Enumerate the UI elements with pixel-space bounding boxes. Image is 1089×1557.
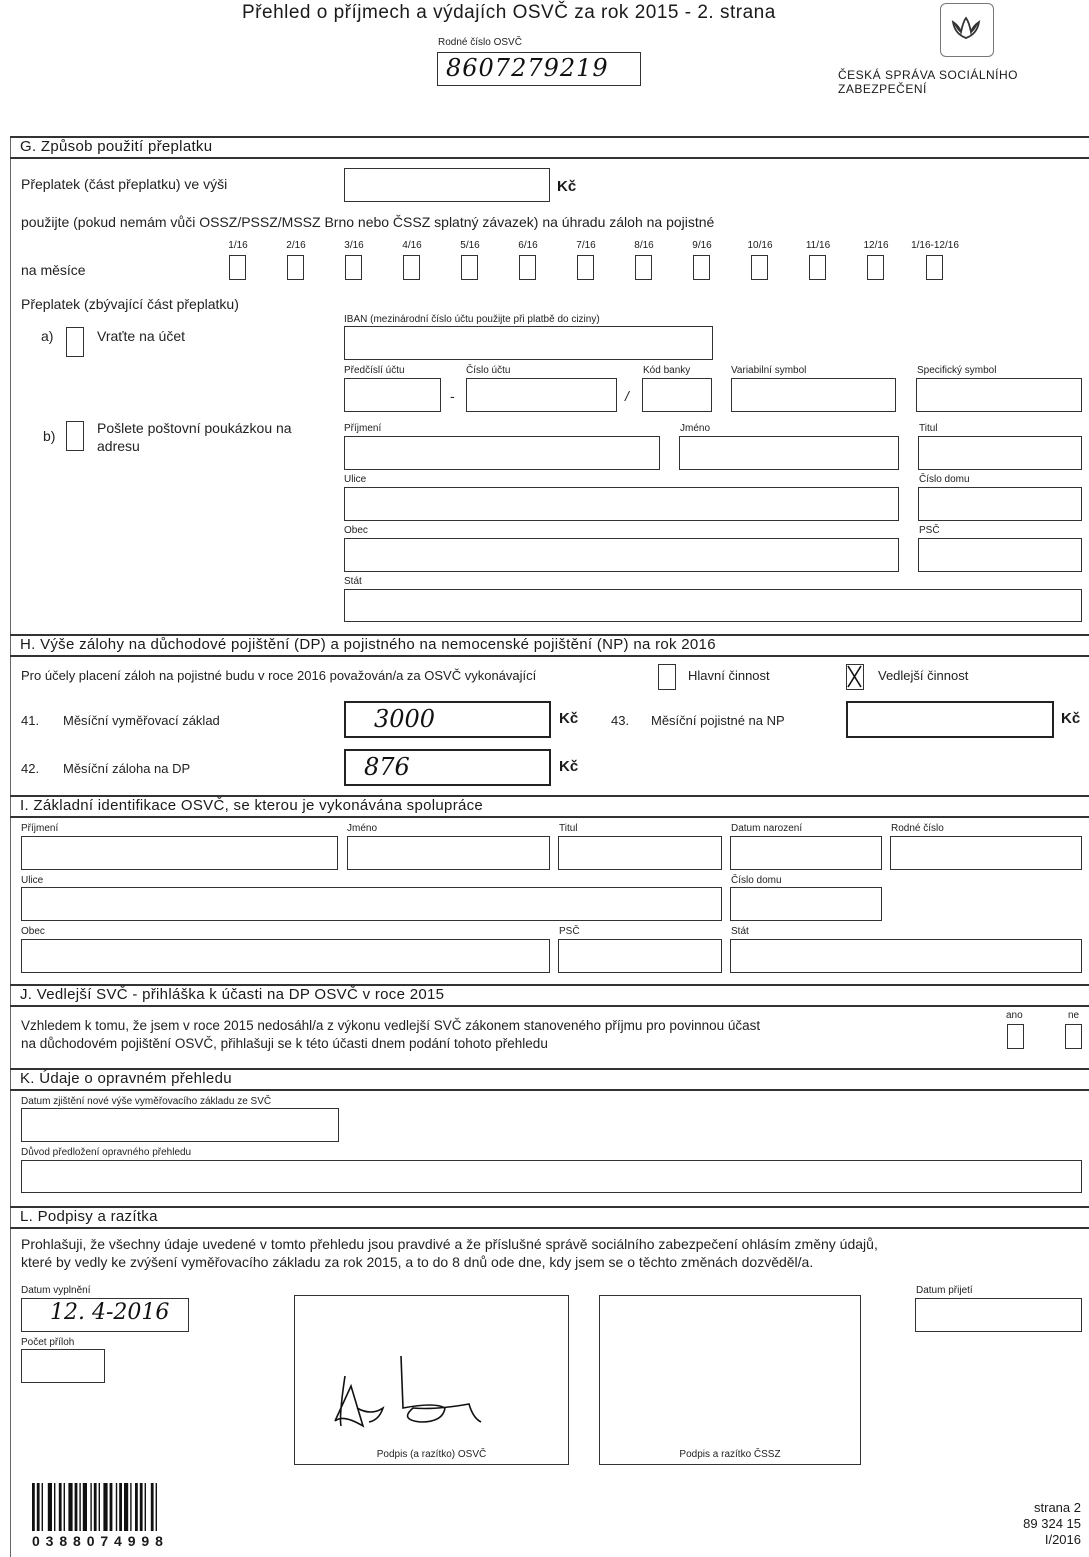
iban-label: IBAN (mezinárodní číslo účtu použijte při platbě do ciziny): [344, 314, 600, 325]
month-checkbox-1[interactable]: [229, 255, 246, 280]
specificky-input[interactable]: [916, 378, 1082, 412]
barcode-bar: [68, 1483, 72, 1531]
barcode-bar: [54, 1483, 55, 1531]
predcisli-label: Předčíslí účtu: [344, 365, 405, 376]
barcode-bar: [79, 1483, 80, 1531]
i-prijmeni-input[interactable]: [21, 836, 338, 870]
stat-input[interactable]: [344, 589, 1082, 622]
ne-label: ne: [1068, 1010, 1080, 1021]
dash: -: [450, 388, 455, 404]
barcode-bar: [130, 1483, 131, 1531]
i-prijmeni-label: Příjmení: [21, 823, 59, 834]
month-checkbox-9[interactable]: [693, 255, 710, 280]
cislo-domu-label: Číslo domu: [919, 474, 970, 485]
rodne-cislo-label: Rodné číslo OSVČ: [438, 37, 522, 48]
rodne-cislo-value: 8607279219: [446, 54, 609, 82]
month-checkbox-2[interactable]: [287, 255, 304, 280]
month-checkbox-3[interactable]: [345, 255, 362, 280]
pocet-priloh-input[interactable]: [21, 1349, 105, 1383]
declaration-line2: které by vedly ke zvýšení vyměřovacího základu za rok 2015, a to do 8 dnů ode dne, kdy jsem se o těchto změnách dozvěděl/a.: [21, 1254, 814, 1270]
j-text-line2: na důchodovém pojištění OSVČ, přihlašuji se k této účasti dnem podání tohoto přehledu: [21, 1036, 548, 1051]
form-version: I/2016: [1044, 1532, 1081, 1547]
hlavni-checkbox[interactable]: [658, 664, 676, 690]
month-checkbox-all[interactable]: [926, 255, 943, 280]
form-title: Přehled o příjmech a výdajích OSVČ za rok 2015 - 2. strana: [242, 2, 776, 23]
k-datum-input[interactable]: [21, 1108, 339, 1142]
month-checkbox-7[interactable]: [577, 255, 594, 280]
rodne-cislo-field[interactable]: [437, 52, 641, 86]
datum-vyplneni-input[interactable]: [21, 1298, 189, 1332]
tulip-logo-icon: [940, 3, 994, 57]
row43-label: Měsíční pojistné na NP: [651, 713, 785, 728]
month-checkbox-11[interactable]: [809, 255, 826, 280]
jmeno-input[interactable]: [679, 436, 899, 470]
left-border: [10, 136, 11, 1557]
zaloha-dp-input[interactable]: [344, 749, 551, 786]
row41-number: 41.: [21, 713, 40, 728]
agency-name: ČESKÁ SPRÁVA SOCIÁLNÍHO ZABEZPEČENÍ: [838, 68, 1018, 96]
section-i-heading: I. Základní identifikace OSVČ, se kterou je vykonávána spolupráce: [10, 795, 1089, 818]
hlavni-label: Hlavní činnost: [688, 668, 770, 683]
kod-banky-label: Kód banky: [643, 365, 691, 376]
specificky-label: Specifický symbol: [917, 365, 997, 376]
section-h-heading: H. Výše zálohy na důchodové pojištění (DP) a pojistného na nemocenské pojištění (NP) na rok 2016: [10, 634, 1089, 657]
cislo-domu-input[interactable]: [918, 487, 1082, 521]
row41-currency: Kč: [559, 710, 579, 727]
month-label: 5/16: [460, 240, 480, 251]
obec-label: Obec: [344, 525, 368, 536]
option-b-label-2: adresu: [97, 438, 140, 454]
barcode-bar: [42, 1483, 43, 1531]
kod-banky-input[interactable]: [642, 378, 712, 412]
cislo-uctu-label: Číslo účtu: [466, 365, 511, 376]
signature-osvc-box[interactable]: [294, 1295, 569, 1465]
month-label: 6/16: [518, 240, 538, 251]
k-duvod-input[interactable]: [21, 1160, 1082, 1193]
barcode-bar: [32, 1483, 35, 1531]
i-jmeno-input[interactable]: [347, 836, 550, 870]
row41-label: Měsíční vyměřovací základ: [63, 713, 220, 728]
ano-checkbox[interactable]: [1007, 1024, 1024, 1049]
cislo-uctu-input[interactable]: [466, 378, 617, 412]
month-checkbox-5[interactable]: [461, 255, 478, 280]
predcisli-input[interactable]: [344, 378, 441, 412]
option-a-letter: a): [41, 328, 54, 344]
option-a-checkbox[interactable]: [66, 327, 84, 357]
months-label: na měsíce: [21, 262, 86, 278]
prijmeni-input[interactable]: [344, 436, 660, 470]
month-label: 7/16: [576, 240, 596, 251]
barcode-bar: [94, 1483, 97, 1531]
overpayment-label: Přeplatek (část přeplatku) ve výši: [21, 176, 228, 192]
overpayment-input[interactable]: [344, 168, 550, 202]
month-label: 11/16: [805, 240, 831, 251]
vymerovaci-zaklad-input[interactable]: [344, 701, 551, 738]
remaining-label: Přeplatek (zbývající část přeplatku): [21, 296, 239, 312]
month-label: 10/16: [747, 240, 773, 251]
j-text-line1: Vzhledem k tomu, že jsem v roce 2015 nedosáhl/a z výkonu vedlejší SVČ zákonem stanoveného příjmu pro povinnou účast: [21, 1018, 761, 1033]
variabilni-label: Variabilní symbol: [731, 365, 807, 376]
barcode-bar: [140, 1483, 143, 1531]
barcode-bar: [99, 1483, 100, 1531]
declaration-line1: Prohlašuji, že všechny údaje uvedené v tomto přehledu jsou pravdivé a že příslušné správě sociálního zabezpečení ohlásím změny údajů,: [21, 1236, 878, 1252]
section-g-heading: G. Způsob použití přeplatku: [10, 136, 1089, 159]
vymerovaci-zaklad-value: 3000: [374, 705, 436, 733]
month-checkbox-10[interactable]: [751, 255, 768, 280]
datum-prijeti-input[interactable]: [915, 1298, 1082, 1332]
month-label: 8/16: [634, 240, 654, 251]
section-k-heading: K. Údaje o opravném přehledu: [10, 1068, 1089, 1091]
row43-currency: Kč: [1061, 710, 1081, 727]
pojistne-np-input[interactable]: [846, 701, 1054, 738]
month-label: 1/16-12/16: [911, 240, 959, 251]
ulice-input[interactable]: [344, 487, 899, 521]
row42-number: 42.: [21, 761, 40, 776]
prijmeni-label: Příjmení: [344, 423, 382, 434]
form-code: 89 324 15: [1023, 1516, 1081, 1531]
row42-currency: Kč: [559, 758, 579, 775]
barcode-bar: [90, 1483, 91, 1531]
barcode-bar: [37, 1483, 40, 1531]
i-titul-label: Titul: [559, 823, 578, 834]
i-titul-input[interactable]: [558, 836, 722, 870]
checkbox-x-mark-icon: [847, 665, 862, 688]
barcode-bar: [59, 1483, 62, 1531]
ulice-label: Ulice: [344, 474, 367, 485]
variabilni-input[interactable]: [731, 378, 896, 412]
jmeno-label: Jméno: [680, 423, 711, 434]
option-b-label-1: Pošlete poštovní poukázkou na: [97, 420, 292, 436]
barcode-bar: [156, 1483, 157, 1531]
i-datum-narozeni-label: Datum narození: [731, 823, 803, 834]
month-checkbox-12[interactable]: [867, 255, 884, 280]
month-checkbox-8[interactable]: [635, 255, 652, 280]
slash: /: [625, 388, 629, 404]
i-psc-input[interactable]: [558, 939, 722, 973]
page-label: strana 2: [1034, 1500, 1081, 1515]
page-info: [1023, 1500, 1081, 1548]
psc-label: PSČ: [919, 525, 940, 536]
barcode-bar: [135, 1483, 138, 1531]
purpose-text: Pro účely placení záloh na pojistné budu v roce 2016 považován/a za OSVČ vykonávající: [21, 668, 537, 683]
barcode-bar: [48, 1483, 52, 1531]
month-checkbox-4[interactable]: [403, 255, 420, 280]
titul-input[interactable]: [918, 436, 1082, 470]
barcode-bar: [124, 1483, 128, 1531]
overpayment-currency: Kč: [557, 178, 577, 195]
barcode-bar: [145, 1483, 146, 1531]
i-stat-input[interactable]: [730, 939, 1082, 973]
titul-label: Titul: [919, 423, 938, 434]
row42-label: Měsíční záloha na DP: [63, 761, 191, 776]
barcode-bar: [116, 1483, 117, 1531]
datum-vyplneni-label: Datum vyplnění: [21, 1285, 91, 1296]
pocet-priloh-label: Počet příloh: [21, 1337, 75, 1348]
barcode-bar: [75, 1483, 78, 1531]
zaloha-dp-value: 876: [364, 753, 410, 781]
month-label: 12/16: [863, 240, 889, 251]
barcode-bar: [110, 1483, 113, 1531]
k-duvod-label: Důvod předložení opravného přehledu: [21, 1147, 192, 1158]
month-checkbox-6[interactable]: [519, 255, 536, 280]
option-b-letter: b): [43, 428, 56, 444]
row43-number: 43.: [611, 713, 630, 728]
barcode-number: 0 3 8 8 0 7 4 9 9 8: [32, 1533, 164, 1549]
vedlejsi-checkbox[interactable]: [846, 664, 864, 690]
barcode-bar: [119, 1483, 122, 1531]
barcode-bar: [64, 1483, 65, 1531]
i-rodne-cislo-label: Rodné číslo: [891, 823, 944, 834]
k-datum-label: Datum zjištění nové výše vyměřovacího základu ze SVČ: [21, 1096, 272, 1107]
datum-vyplneni-value: 12. 4-2016: [50, 1300, 170, 1325]
month-label: 4/16: [402, 240, 422, 251]
barcode: [32, 1483, 204, 1531]
iban-input[interactable]: [344, 326, 713, 360]
signature-osvc-label: Podpis (a razítko) OSVČ: [376, 1449, 487, 1460]
month-label: 2/16: [286, 240, 306, 251]
barcode-bar: [151, 1483, 154, 1531]
i-jmeno-label: Jméno: [347, 823, 378, 834]
section-l-heading: L. Podpisy a razítka: [10, 1206, 1089, 1229]
i-rodne-cislo-input[interactable]: [890, 836, 1082, 870]
ne-checkbox[interactable]: [1065, 1024, 1082, 1049]
usage-text: použijte (pokud nemám vůči OSSZ/PSSZ/MSSZ Brno nebo ČSSZ splatný závazek) na úhradu záloh na pojistné: [21, 214, 715, 230]
datum-prijeti-label: Datum přijetí: [916, 1285, 973, 1296]
signature-cssz-label: Podpis a razítko ČSSZ: [679, 1449, 781, 1460]
month-label: 9/16: [692, 240, 712, 251]
i-stat-label: Stát: [731, 926, 749, 937]
i-ulice-label: Ulice: [21, 875, 44, 886]
i-cislo-domu-label: Číslo domu: [731, 875, 782, 886]
psc-input[interactable]: [918, 538, 1082, 572]
vedlejsi-label: Vedlejší činnost: [878, 668, 969, 683]
i-obec-input[interactable]: [21, 939, 550, 973]
barcode-bar: [103, 1483, 107, 1531]
signature-icon: [295, 1296, 568, 1446]
barcode-bars: [32, 1483, 204, 1531]
i-datum-narozeni-input[interactable]: [730, 836, 882, 870]
i-ulice-input[interactable]: [21, 887, 722, 921]
section-j-heading: J. Vedlejší SVČ - přihláška k účasti na DP OSVČ v roce 2015: [10, 984, 1089, 1007]
obec-input[interactable]: [344, 538, 899, 572]
option-b-checkbox[interactable]: [66, 421, 84, 451]
stat-label: Stát: [344, 576, 362, 587]
i-psc-label: PSČ: [559, 926, 580, 937]
month-label: 3/16: [344, 240, 364, 251]
option-a-label: Vraťte na účet: [97, 328, 186, 344]
i-obec-label: Obec: [21, 926, 45, 937]
i-cislo-domu-input[interactable]: [730, 887, 882, 921]
barcode-bar: [83, 1483, 87, 1531]
signature-cssz-box[interactable]: [599, 1295, 861, 1465]
month-label: 1/16: [228, 240, 248, 251]
ano-label: ano: [1006, 1010, 1023, 1021]
